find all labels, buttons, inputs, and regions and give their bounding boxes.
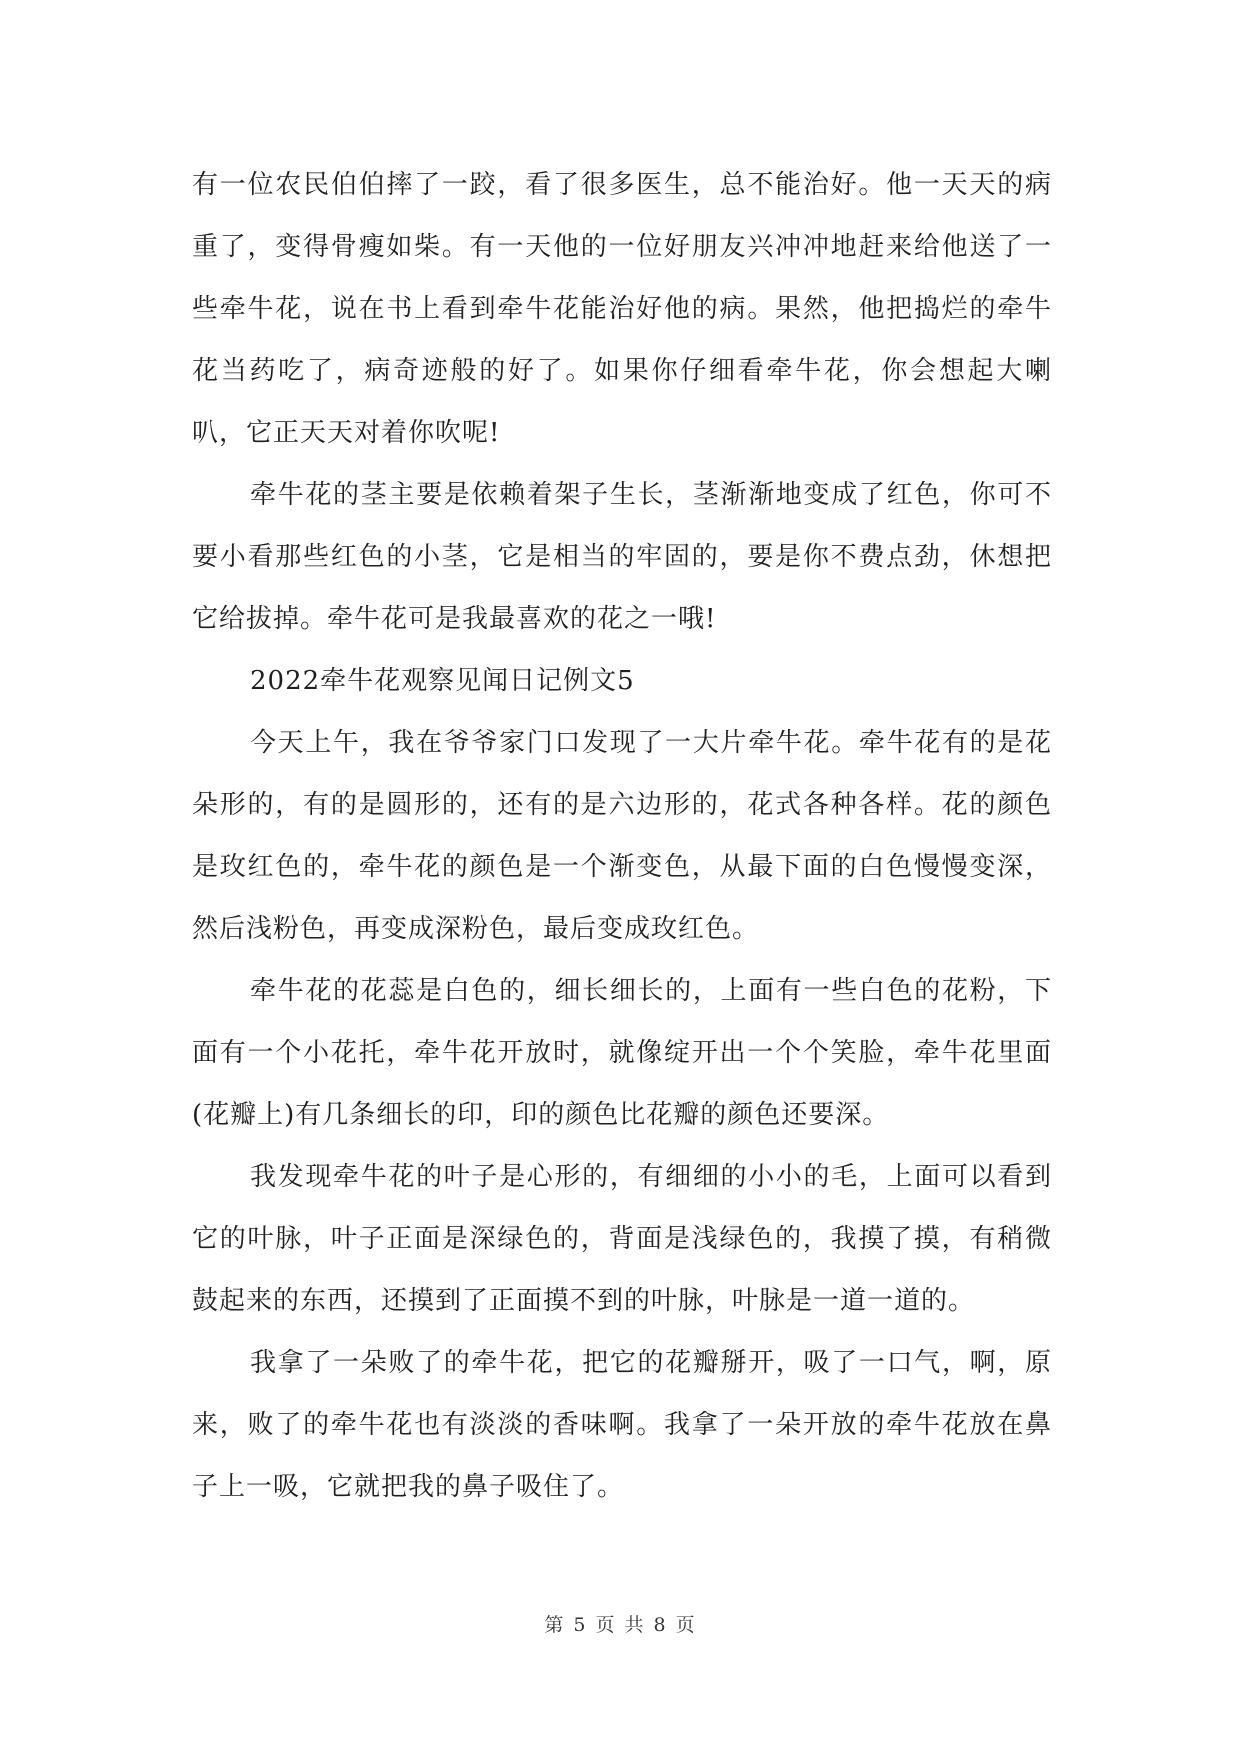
- paragraph-stem: 牵牛花的茎主要是依赖着架子生长，茎渐渐地变成了红色，你可不要小看那些红色的小茎，它是相当的牢固的，要是你不费点劲，休想把它给拔掉。牵牛花可是我最喜欢的花之一哦!: [192, 480, 1052, 634]
- paragraph-flower-shape: 今天上午，我在爷爷家门口发现了一大片牵牛花。牵牛花有的是花朵形的，有的是圆形的，还有的是六边形的，花式各种各样。花的颜色是玫红色的，牵牛花的颜色是一个渐变色，从最下面的白色慢慢变深，然后浅粉色，再变成深粉色，最后变成玫红色。: [192, 728, 1052, 944]
- section-heading: 2022牵牛花观察见闻日记例文5: [250, 666, 635, 696]
- page-number-footer: 第 5 页 共 8 页: [544, 1614, 697, 1636]
- paragraph-farmer-story: 有一位农民伯伯摔了一跤，看了很多医生，总不能治好。他一天天的病重了，变得骨瘦如柴。有一天他的一位好朋友兴冲冲地赶来给他送了一些牵牛花，说在书上看到牵牛花能治好他的病。果然，他把捣烂的牵牛花当药吃了，病奇迹般的好了。如果你仔细看牵牛花，你会想起大喇叭，它正天天对着你吹呢!: [192, 170, 1052, 448]
- paragraph-stamen: 牵牛花的花蕊是白色的，细长细长的，上面有一些白色的花粉，下面有一个小花托，牵牛花开放时，就像绽开出一个个笑脸，牵牛花里面(花瓣上)有几条细长的印，印的颜色比花瓣的颜色还要深。: [192, 976, 1052, 1130]
- document-body: [192, 154, 1052, 1518]
- paragraph-leaves: 我发现牵牛花的叶子是心形的，有细细的小小的毛，上面可以看到它的叶脉，叶子正面是深绿色的，背面是浅绿色的，我摸了摸，有稍微鼓起来的东西，还摸到了正面摸不到的叶脉，叶脉是一道一道的。: [192, 1162, 1052, 1316]
- paragraph-fragrance: 我拿了一朵败了的牵牛花，把它的花瓣掰开，吸了一口气，啊，原来，败了的牵牛花也有淡淡的香味啊。我拿了一朵开放的牵牛花放在鼻子上一吸，它就把我的鼻子吸住了。: [192, 1348, 1052, 1502]
